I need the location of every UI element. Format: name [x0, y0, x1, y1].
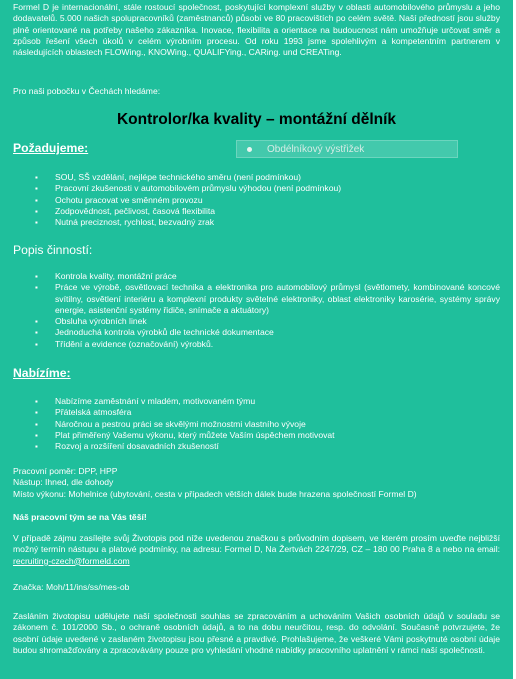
requirements-heading: Požadujeme: [13, 141, 89, 155]
list-item: ▪ Zodpovědnost, pečlivost, časová flexibilita [13, 206, 500, 217]
branch-line: Pro naši pobočku v Čechách hledáme: [13, 86, 161, 96]
duties-list [13, 271, 500, 350]
list-item: ▪ Práce ve výrobě, osvětlovací technika a elektronika pro automobilový průmysl (světlomety, kombinované koncové svítilny, osvětlení interiéru a komplexní produkty světelné elektroniky, oblast elektroniky karosérie, systémy správy energie, asistenční systémy řidiče, snímače a aktuátory) [13, 282, 500, 316]
company-intro: Formel D je internacionální, stále rostoucí společnost, poskytující komplexní služby v oblasti automobilového průmyslu a jeho dodavatelů. 5.000 našich spolupracovníků (zaměstnanců) působí ve 80 pracovištích po celém světě. Naší předností jsou služby plně orientované na potřeby našeho zákazníka. Inovace, flexibilita a orientace na budoucnost nám umožňuje určovat směr a způsob řešení všech úkolů v celém výrobním procesu. Od roku 1993 jsme spolehlivým a kompetentním partnerem v následujících oblastech FLOWing., KNOWing., QUALIFYing., CARing. und CREATing. [13, 2, 500, 58]
list-item: ▪ Třídění a evidence (označování) výrobků. [13, 339, 500, 350]
list-item: ▪ Nabízíme zaměstnání v mladém, motivovaném týmu [13, 396, 500, 407]
work-location: Místo výkonu: Mohelnice (ubytování, cesta v případech větších dálek bude hrazena společností Formel D) [13, 488, 417, 499]
list-item: ▪ Jednoduchá kontrola výrobků dle technické dokumentace [13, 327, 500, 338]
shape-label: Obdélníkový výstřižek [267, 144, 365, 155]
employment-details [13, 466, 500, 500]
list-item: ▪ Ochotu pracovat ve směnném provozu [13, 195, 500, 206]
list-item: ▪ Nutná preciznost, rychlost, bezvadný zrak [13, 217, 500, 228]
recruiting-email-link[interactable]: recruiting-czech@formeld.com [13, 555, 130, 566]
list-item: ▪ Přátelská atmosféra [13, 407, 500, 418]
list-item: ▪ Náročnou a pestrou práci se skvělými možnostmi vlastního vývoje [13, 419, 500, 430]
reference-code: Značka: Moh/11/ins/ss/mes-ob [13, 582, 130, 592]
offer-heading: Nabízíme: [13, 366, 71, 380]
team-line: Náš pracovní tým se na Vás těší! [13, 512, 147, 522]
list-item: ▪ Obsluha výrobních linek [13, 316, 500, 327]
contact-paragraph [13, 533, 500, 567]
start-date: Nástup: Ihned, dle dohody [13, 477, 114, 488]
list-item: ▪ Pracovní zkušenosti v automobilovém průmyslu výhodou (není podmínkou) [13, 183, 500, 194]
list-item: ▪ SOU, SŠ vzdělání, nejlépe technického směru (není podmínkou) [13, 172, 500, 183]
list-item: ▪ Rozvoj a rozšíření dosavadních zkušeností [13, 441, 500, 452]
contract-type: Pracovní poměr: DPP, HPP [13, 466, 118, 476]
offer-list [13, 396, 500, 452]
list-item: ▪ Plat přiměřený Vašemu výkonu, který můžete Vaším úspěchem motivovat [13, 430, 500, 441]
consent-paragraph: Zasláním životopisu udělujete naší společnosti souhlas se zpracováním a uchováním Vašich osobních údajů v souladu se zákonem č. 101/2000 Sb., o ochraně osobních údajů, a to na dobu neurčitou, resp. do odvolání. Současně potvrzujete, že osobní údaje uvedené v zaslaném životopisu jsou přesné a pravdivé. Prohlašujeme, že veškeré Vámi poskytnuté osobní údaje budou shromažďovány a zpracovávány pouze pro vyhledání vhodné nabídky pracovního uplatnění v rámci naší společnosti. [13, 611, 500, 655]
list-item: ▪ Kontrola kvality, montážní práce [13, 271, 500, 282]
shape-handle-icon[interactable] [247, 147, 252, 152]
rectangular-snip-shape[interactable] [236, 140, 458, 158]
contact-text: V případě zájmu zasílejte svůj Životopis pod níže uvedenou značkou s průvodním dopisem, ve kterém prosím uveďte nejbližší možný termín nástupu a platové podmínky, na adresu: Formel D, Na Žertvách 2247/29, CZ – 180 00 Praha 8 a nebo na email: [13, 533, 500, 555]
duties-heading: Popis činností: [13, 243, 93, 257]
job-title: Kontrolor/ka kvality – montážní dělník [116, 111, 397, 128]
requirements-list [13, 172, 500, 228]
